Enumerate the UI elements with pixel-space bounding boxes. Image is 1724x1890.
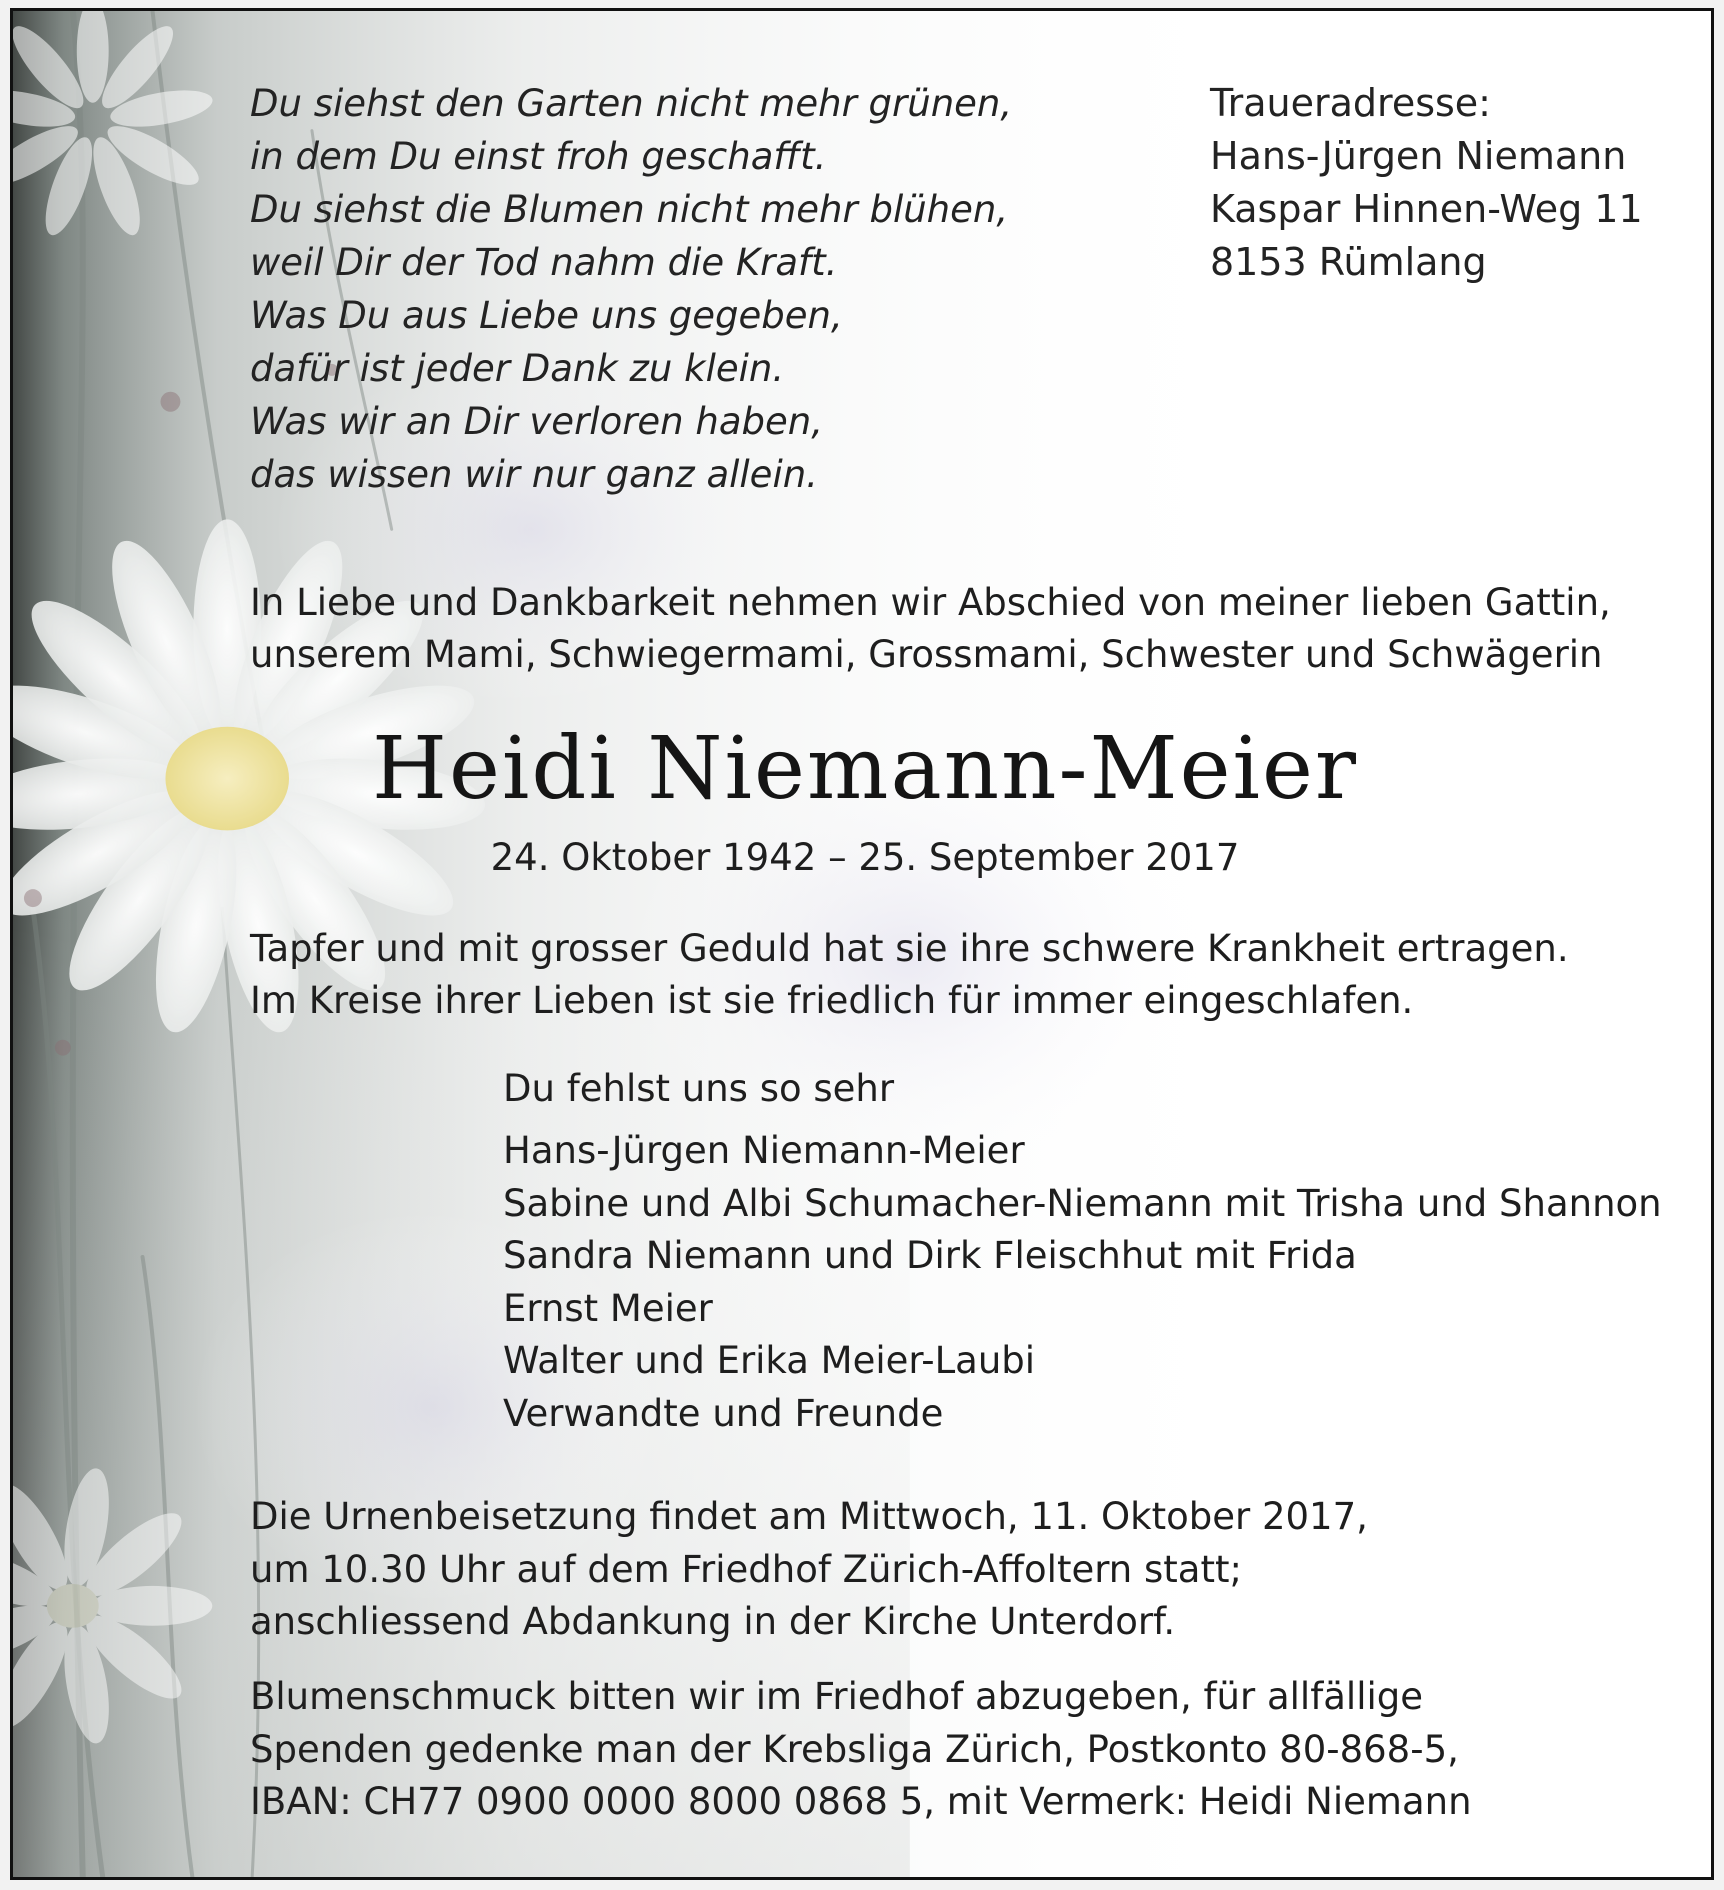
intro-line: In Liebe und Dankbarkeit nehmen wir Abschied von meiner lieben Gattin, (250, 581, 1611, 624)
donation-line: IBAN: CH77 0900 0000 8000 0868 5, mit Vermerk: Heidi Niemann (250, 1780, 1472, 1823)
family-list (503, 1125, 1662, 1440)
family-member: Sabine und Albi Schumacher-Niemann mit Trisha und Shannon (503, 1181, 1662, 1225)
address-street: Kaspar Hinnen-Weg 11 (1210, 187, 1643, 231)
poem-line: das wissen wir nur ganz allein. (250, 453, 818, 496)
family-member: Hans-Jürgen Niemann-Meier (503, 1129, 1025, 1172)
intro-text (250, 577, 1611, 681)
poem-line: in dem Du einst froh geschafft. (250, 135, 827, 178)
mourning-address (1210, 77, 1643, 289)
donation-info (250, 1671, 1472, 1829)
family-member: Ernst Meier (503, 1286, 713, 1330)
illness-line: Im Kreise ihrer Lieben ist sie friedlich für immer eingeschlafen. (250, 979, 1414, 1022)
life-dates: 24. Oktober 1942 – 25. September 2017 (490, 836, 1240, 879)
illness-text (250, 923, 1569, 1027)
illness-line: Tapfer und mit grosser Geduld hat sie ihre schwere Krankheit ertragen. (250, 927, 1569, 970)
poem-line: Was Du aus Liebe uns gegeben, (250, 294, 843, 337)
poem-line: Was wir an Dir verloren haben, (250, 400, 823, 443)
service-line: Die Urnenbeisetzung findet am Mittwoch, 11. Oktober 2017, (250, 1495, 1368, 1538)
donation-line: Blumenschmuck bitten wir im Friedhof abzugeben, für allfällige (250, 1675, 1423, 1718)
obituary-card (10, 8, 1714, 1880)
family-member: Verwandte und Freunde (503, 1391, 944, 1435)
family-member: Sandra Niemann und Dirk Fleischhut mit Frida (503, 1234, 1357, 1277)
intro-line: unserem Mami, Schwiegermami, Grossmami, Schwester und Schwägerin (250, 633, 1603, 676)
poem-line: Du siehst die Blumen nicht mehr blühen, (250, 188, 1009, 231)
deceased-name: Heidi Niemann-Meier (371, 719, 1359, 819)
donation-line: Spenden gedenke man der Krebsliga Zürich, Postkonto 80-868-5, (250, 1727, 1459, 1771)
poem-line: Du siehst den Garten nicht mehr grünen, (250, 82, 1013, 125)
poem (250, 77, 1012, 501)
address-city: 8153 Rümlang (1210, 240, 1487, 284)
service-line: anschliessend Abdankung in der Kirche Unterdorf. (250, 1600, 1176, 1643)
poem-line: dafür ist jeder Dank zu klein. (250, 347, 785, 390)
service-line: um 10.30 Uhr auf dem Friedhof Zürich-Affoltern statt; (250, 1547, 1242, 1591)
family-member: Walter und Erika Meier-Laubi (503, 1339, 1036, 1382)
address-name: Hans-Jürgen Niemann (1210, 134, 1627, 178)
service-info (250, 1491, 1368, 1649)
address-heading: Traueradresse: (1210, 81, 1491, 125)
poem-line: weil Dir der Tod nahm die Kraft. (250, 241, 838, 284)
signoff: Du fehlst uns so sehr (503, 1067, 895, 1110)
